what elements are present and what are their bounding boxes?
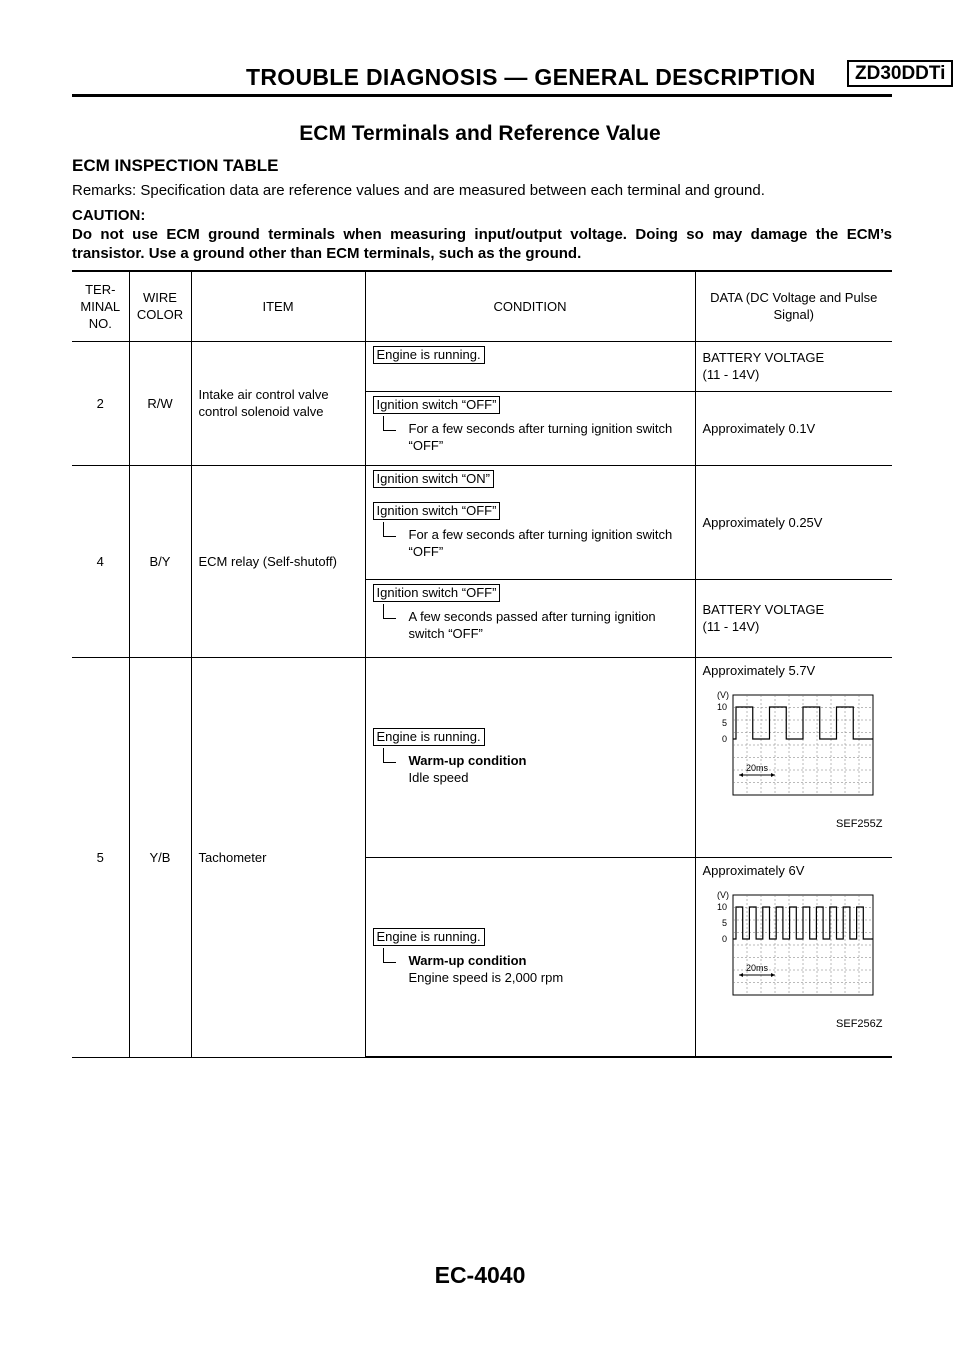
y-tick-label: 0 [721,933,727,944]
data-value: BATTERY VOLTAGE (11 - 14V) [695,341,892,391]
condition-cell [365,391,695,465]
wire-color: Y/B [129,657,191,1057]
spacer [373,488,688,502]
condition-sub-text: For a few seconds after turning ignition switch “OFF” [408,526,673,559]
condition-sub [373,420,688,454]
data-value: Approximately 6V [702,862,805,878]
condition-sub-text: Engine speed is 2,000 rpm [408,969,564,985]
terminal-number: 4 [72,465,129,657]
condition-sub-bold: Warm-up condition [408,753,527,768]
condition-main: Engine is running. [373,928,485,946]
condition-sub-text: For a few seconds after turning ignition switch “OFF” [408,420,673,453]
data-value: Approximately 0.25V [695,465,892,579]
header-title: TROUBLE DIAGNOSIS — GENERAL DESCRIPTION [246,64,816,90]
condition-sub-text: A few seconds passed after turning ignition switch “OFF” [408,608,656,641]
table-heading: ECM INSPECTION TABLE [72,156,279,175]
condition-cell [365,857,695,1057]
header-terminal: TER- MINAL NO. [72,271,129,341]
item-name: ECM relay (Self-shutoff) [191,465,365,657]
bracket-connector [383,604,396,619]
data-cell [695,657,892,857]
condition-main-2: Ignition switch “OFF” [373,502,501,520]
bracket-connector [383,748,396,763]
condition-sub-text: Idle speed [408,770,469,785]
section-title: ECM Terminals and Reference Value [299,122,661,145]
header-condition: CONDITION [365,271,695,341]
header-item: ITEM [191,271,365,341]
data-value: Approximately 5.7V [702,662,816,678]
waveform-figure [703,685,883,835]
time-scale-label: 20ms [745,762,768,773]
data-value: BATTERY VOLTAGE (11 - 14V) [695,579,892,657]
condition-cell [365,341,695,391]
remarks-text: Remarks: Specification data are reference values and are measured between each terminal and ground. [72,182,765,199]
table-row [72,465,892,579]
bracket-connector [383,522,396,537]
y-tick-label: 0 [721,733,727,744]
y-tick-label: 10 [716,901,727,912]
data-value: Approximately 0.1V [695,391,892,465]
y-tick-label: 5 [721,917,727,928]
figure-ref: SEF256Z [836,1017,883,1030]
condition-sub [373,752,688,786]
condition-sub [373,608,688,642]
ecm-inspection-table [72,270,892,1058]
waveform-idle [703,685,883,815]
caution-text: Do not use ECM ground terminals when measuring input/output voltage. Doing so may damage the ECM’s transistor. Use a ground other than ECM terminals, such as the ground. [72,226,892,262]
figure-ref: SEF255Z [836,817,883,830]
table-row [72,657,892,857]
pulse-trace [733,707,873,739]
terminal-number: 5 [72,657,129,1057]
waveform-figure [703,885,883,1035]
terminal-number: 2 [72,341,129,465]
condition-main: Ignition switch “OFF” [373,396,501,414]
condition-main: Engine is running. [373,728,485,746]
condition-main: Ignition switch “ON” [373,470,494,488]
y-axis-unit: (V) [716,689,729,700]
y-tick-label: 10 [716,701,727,712]
bracket-connector [383,948,396,963]
condition-sub [373,526,688,560]
table-row [72,341,892,391]
y-axis-unit: (V) [716,889,729,900]
condition-main: Ignition switch “OFF” [373,584,501,602]
condition-sub [373,952,688,986]
page-number: EC-4040 [434,1262,526,1288]
item-name: Intake air control valve control solenoid valve [191,341,365,465]
bracket-connector [383,416,396,431]
condition-cell [365,657,695,857]
y-tick-label: 5 [721,717,727,728]
caution-label: CAUTION: [72,207,146,224]
condition-cell [365,579,695,657]
table-header-row [72,271,892,341]
wire-color: B/Y [129,465,191,657]
condition-sub-bold: Warm-up condition [408,952,527,968]
page-header [72,62,946,97]
waveform-2000rpm [703,885,883,1015]
data-cell [695,857,892,1057]
condition-cell [365,465,695,579]
header-data: DATA (DC Voltage and Pulse Signal) [695,271,892,341]
pulse-trace [733,907,873,939]
wire-color: R/W [129,341,191,465]
header-wire-color: WIRE COLOR [129,271,191,341]
caution-block [72,206,892,263]
time-scale-label: 20ms [745,962,768,973]
condition-main: Engine is running. [373,346,485,364]
item-name: Tachometer [191,657,365,1057]
model-badge: ZD30DDTi [847,60,953,87]
